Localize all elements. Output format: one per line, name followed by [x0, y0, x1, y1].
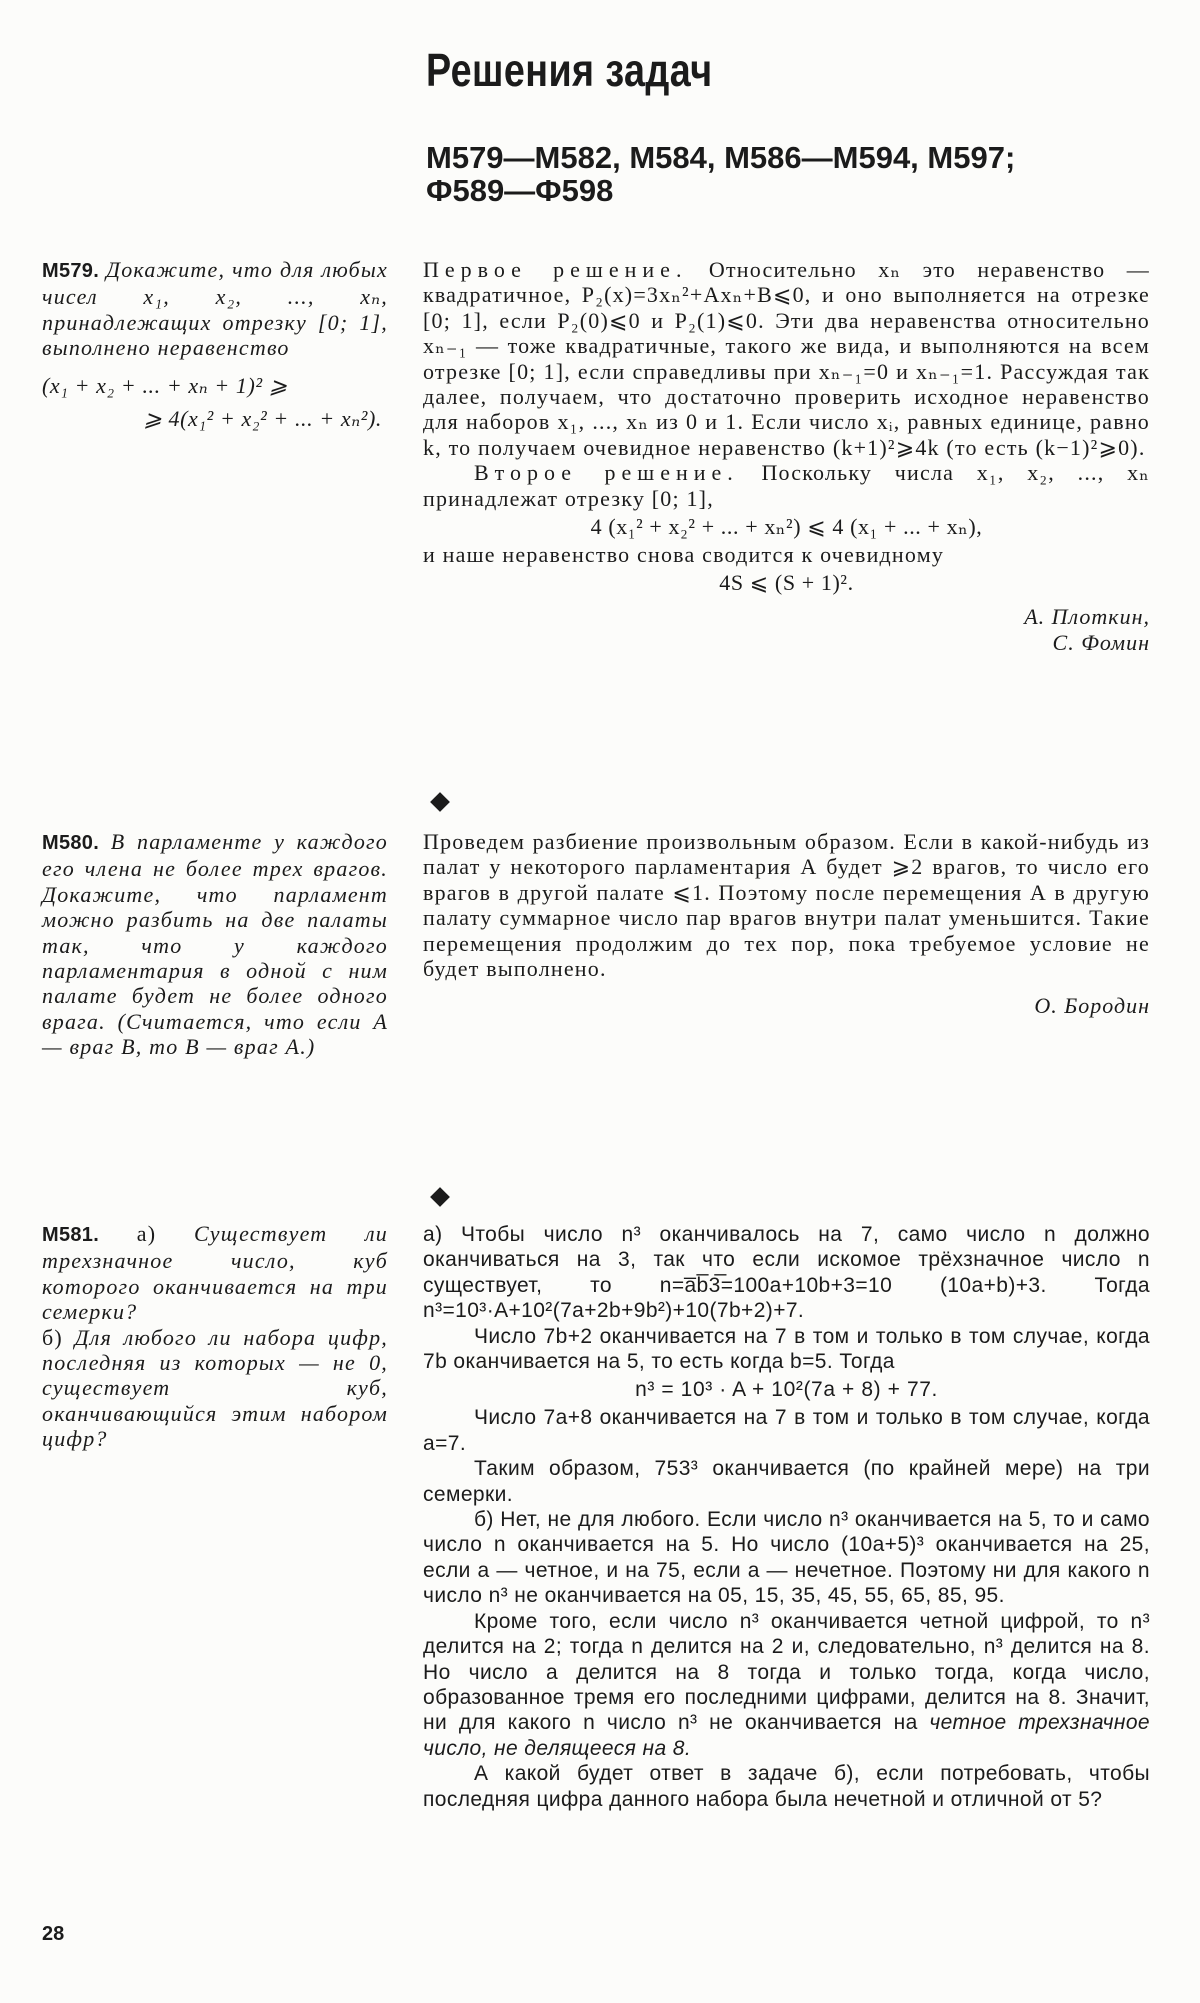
- solution-paragraph: Таким образом, 753³ оканчивается (по крайней мере) на три семерки.: [423, 1457, 1150, 1506]
- statement-text: Для любого ли набора цифр, последняя из которых — не 0, существует куб, оканчивающийся этим набором цифр?: [42, 1324, 388, 1452]
- statement-paragraph: [42, 1221, 388, 1325]
- statement-paragraph: [42, 257, 388, 361]
- solution-paragraph: и наше неравенство снова сводится к очевидному: [423, 542, 945, 568]
- solution-text: Поскольку числа x₁, x₂, ..., xₙ принадлежат отрезку [0; 1],: [423, 460, 1151, 511]
- section-title: Решения задач: [426, 44, 713, 96]
- solution-text: Кроме того, если число n³ оканчивается четной цифрой, то n³ делится на 2; тогда n делится на 2 и, следовательно, n³ делится на 8. Но число a делится на 8 тогда и только тогда, когда число, образованное тремя его последними цифрами, делится на 8. Значит, ни для какого n число n³ не оканчивается на: [423, 1609, 1150, 1735]
- solution-paragraph: [423, 257, 1150, 460]
- part-marker: б): [42, 1324, 63, 1350]
- display-formula: 4 (x₁² + x₂² + ... + xₙ²) ⩽ 4 (x₁ + ... + xₙ),: [590, 514, 983, 540]
- problem-m580-statement: [42, 829, 388, 1060]
- inequality-line-1: (x₁ + x₂ + ... + xₙ + 1)² ⩾: [42, 372, 288, 398]
- part-marker: а): [136, 1221, 157, 1246]
- solution-paragraph: [423, 1609, 1150, 1761]
- solution-text: Относительно xₙ это неравенство — квадратичное, P₂(x)=3xₙ²+Axₙ+B⩽0, и оно выполняется на отрезке [0; 1], если P₂(0)⩽0 и P₂(1)⩽0. Эти два неравенства относительно xₙ₋₁ — тоже квадратичные, такого же вида, и выполняются на всем отрезке [0; 1], если справедливы при xₙ₋₁=0 и xₙ₋₁=1. Рассуждая так далее, получаем, что достаточно проверить исходное неравенство для наборов x₁, ..., xₙ из 0 и 1. Если число xᵢ, равных единице, равно k, то получаем очевидное неравенство (k+1)²⩾4k (то есть (k−1)²⩾0).: [423, 257, 1150, 460]
- problem-m579-statement: [42, 257, 388, 435]
- statement-text: Докажите, что для любых чисел x₁, x₂, ..., xₙ, принадлежащих отрезку [0; 1], выполнено неравенство: [42, 257, 388, 361]
- problem-m581-statement: [42, 1221, 388, 1452]
- inequality-line-2: ⩾ 4(x₁² + x₂² + ... + xₙ²).: [143, 405, 382, 431]
- problem-m581-solution: [423, 1222, 1150, 1812]
- problem-m580-solution: [423, 829, 1150, 1019]
- statement-paragraph: [42, 829, 388, 1060]
- statement-text: Существует ли трехзначное число, куб которого оканчивается на три семерки?: [42, 1221, 388, 1325]
- page-number: 28: [42, 1923, 65, 1945]
- solution-paragraph: б) Нет, не для любого. Если число n³ оканчивается на 5, то и само число n оканчивается на 5. Но число (10a+5)³ оканчивается на 25, если a — четное, и на 75, если a — нечетное. Поэтому ни для какого n число n³ не оканчивается на 05, 15, 35, 45, 55, 65, 85, 95.: [423, 1508, 1150, 1608]
- problem-list-line-2: Ф589—Ф598: [426, 173, 614, 208]
- solution-paragraph: Число 7b+2 оканчивается на 7 в том и только в том случае, когда 7b оканчивается на 5, то есть когда b=5. Тогда: [423, 1324, 1150, 1374]
- display-formula: n³ = 10³ · A + 10²(7a + 8) + 77.: [635, 1378, 938, 1402]
- problem-label: М579.: [42, 260, 100, 282]
- solution-heading-second: Второе решение.: [474, 460, 739, 486]
- separator-diamond: [430, 1187, 450, 1207]
- statement-paragraph: [42, 1325, 388, 1452]
- statement-text: В парламенте у каждого его члена не более трех врагов. Докажите, что парламент можно разбить на две палаты так, что у каждого парламентария в одной с ним палате будет не более одного врага. (Считается, что если А — враг В, то В — враг А.): [42, 829, 389, 1060]
- solution-paragraph: Число 7a+8 оканчивается на 7 в том и только в том случае, когда a=7.: [423, 1406, 1150, 1455]
- problem-list-line-1: М579—М582, М584, М586—М594, М597;: [426, 140, 1016, 175]
- problem-list-header: [426, 141, 1015, 207]
- solution-paragraph: А какой будет ответ в задаче б), если потребовать, чтобы последняя цифра данного набора была нечетной и отличной от 5?: [423, 1762, 1150, 1811]
- emphasized-text: четное трехзначное число, не делящееся на 8.: [423, 1711, 1150, 1760]
- problem-m579-solution: [423, 257, 1150, 655]
- solution-paragraph: Проведем разбиение произвольным образом. Если в какой-нибудь из палат у некоторого парламентария А будет ⩾2 врагов, то число его врагов в другой палате ⩽1. Поэтому после перемещения А в другую палату суммарное число пар врагов внутри палат уменьшится. Такие перемещения продолжим до тех пор, пока требуемое условие не будет выполнено.: [423, 829, 1150, 982]
- solution-heading-first: Первое решение.: [423, 257, 688, 282]
- separator-diamond: [430, 792, 450, 812]
- problem-label: М581.: [42, 1224, 100, 1246]
- author-name: О. Бородин: [1034, 993, 1150, 1019]
- solution-paragraph: [423, 460, 1150, 511]
- display-formula: 4S ⩽ (S + 1)².: [719, 570, 854, 596]
- author-name: С. Фомин: [1052, 629, 1150, 655]
- problem-label: М580.: [42, 832, 100, 854]
- author-name: А. Плоткин,: [1024, 604, 1150, 630]
- solution-paragraph: а) Чтобы число n³ оканчивалось на 7, само число n должно оканчиваться на 3, так что если искомое трёхзначное число n существует, то n=a̅b̅3̅=100a+10b+3=10 (10a+b)+3. Тогда n³=10³·A+10²(7a+2b+9b²)+10(7b+2)+7.: [423, 1223, 1150, 1323]
